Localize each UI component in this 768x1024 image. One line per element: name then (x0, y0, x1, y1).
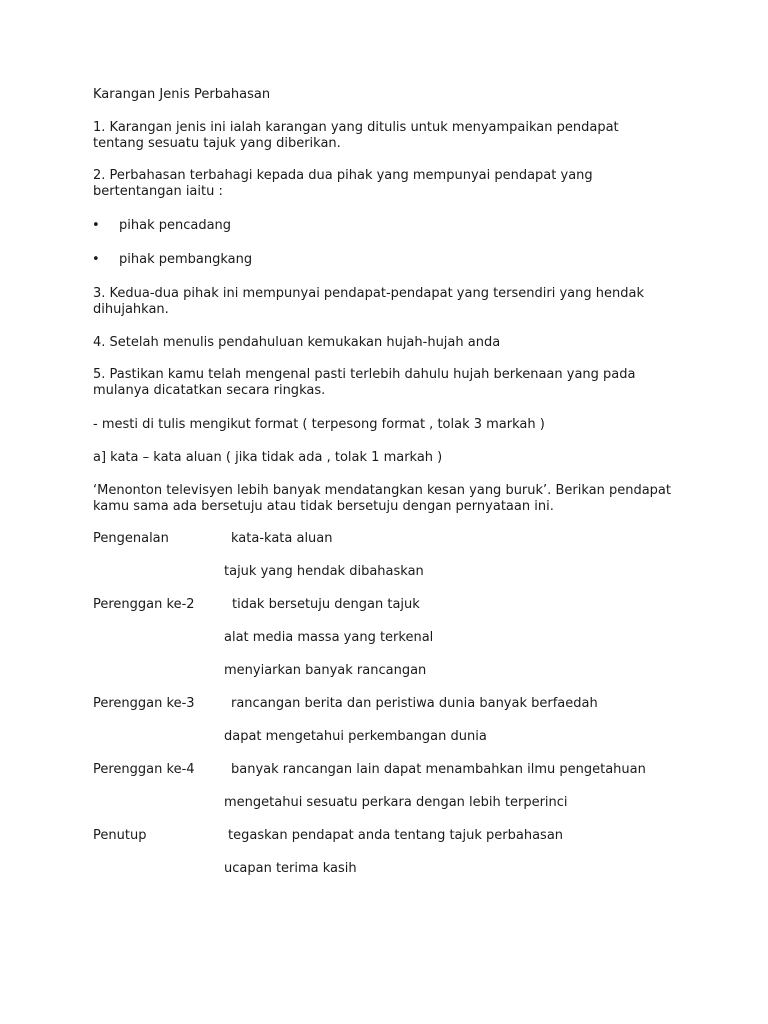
aluan-note: a] kata – kata aluan ( jika tidak ada , tolak 1 markah ) (93, 450, 443, 465)
outline-point: mengetahui sesuatu perkara dengan lebih terperinci (224, 795, 568, 810)
paragraph-2-line-2: bertentangan iaitu : (93, 184, 223, 199)
bullet-dot-icon: • (92, 218, 100, 233)
paragraph-1-line-1: 1. Karangan jenis ini ialah karangan yang ditulis untuk menyampaikan pendapat (93, 120, 619, 135)
paragraph-3-line-1: 3. Kedua-dua pihak ini mempunyai pendapat-pendapat yang tersendiri yang hendak (93, 286, 644, 301)
bullet-dot-icon: • (92, 252, 100, 267)
format-note: - mesti di tulis mengikut format ( terpesong format , tolak 3 markah ) (93, 417, 545, 432)
document-title: Karangan Jenis Perbahasan (93, 87, 271, 102)
paragraph-2-line-1: 2. Perbahasan terbahagi kepada dua pihak yang mempunyai pendapat yang (93, 168, 593, 183)
paragraph-5-line-2: mulanya dicatatkan secara ringkas. (93, 383, 326, 398)
outline-point: ucapan terima kasih (224, 861, 357, 876)
outline-label-perenggan-3: Perenggan ke-3 (93, 696, 195, 711)
question-line-2: kamu sama ada bersetuju atau tidak bersetuju dengan pernyataan ini. (93, 499, 554, 514)
outline-label-pengenalan: Pengenalan (93, 531, 169, 546)
paragraph-3-line-2: dihujahkan. (93, 302, 169, 317)
paragraph-5-line-1: 5. Pastikan kamu telah mengenal pasti terlebih dahulu hujah berkenaan yang pada (93, 367, 636, 382)
outline-point: menyiarkan banyak rancangan (224, 663, 427, 678)
outline-point: tajuk yang hendak dibahaskan (224, 564, 424, 579)
outline-point: kata-kata aluan (231, 531, 333, 546)
bullet-item: pihak pembangkang (119, 252, 253, 267)
outline-point: rancangan berita dan peristiwa dunia banyak berfaedah (231, 696, 598, 711)
outline-point: alat media massa yang terkenal (224, 630, 434, 645)
outline-point: tegaskan pendapat anda tentang tajuk perbahasan (228, 828, 564, 843)
outline-point: banyak rancangan lain dapat menambahkan ilmu pengetahuan (231, 762, 646, 777)
paragraph-1-line-2: tentang sesuatu tajuk yang diberikan. (93, 136, 341, 151)
paragraph-4-line-1: 4. Setelah menulis pendahuluan kemukakan hujah-hujah anda (93, 335, 501, 350)
question-line-1: ‘Menonton televisyen lebih banyak mendatangkan kesan yang buruk’. Berikan pendapat (93, 483, 671, 498)
outline-point: tidak bersetuju dengan tajuk (232, 597, 420, 612)
outline-point: dapat mengetahui perkembangan dunia (224, 729, 487, 744)
bullet-item: pihak pencadang (119, 218, 232, 233)
outline-label-perenggan-4: Perenggan ke-4 (93, 762, 195, 777)
outline-label-perenggan-2: Perenggan ke-2 (93, 597, 195, 612)
outline-label-penutup: Penutup (93, 828, 147, 843)
